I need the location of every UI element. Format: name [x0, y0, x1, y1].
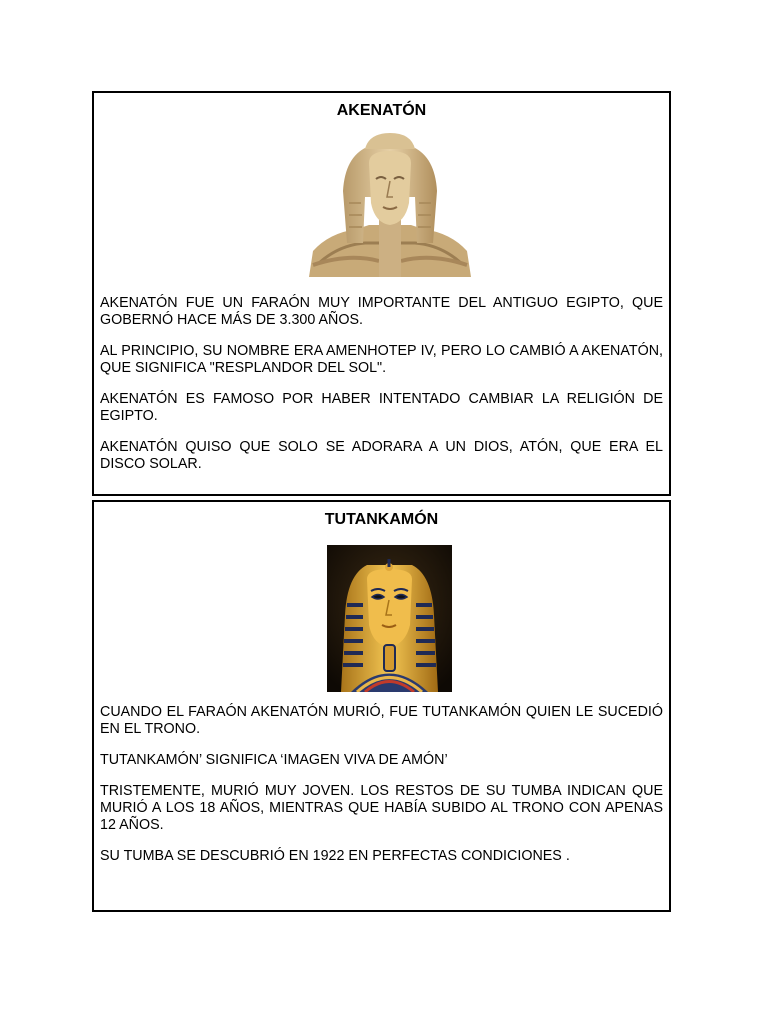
- paragraph: AKENATÓN QUISO QUE SOLO SE ADORARA A UN DIOS, ATÓN, QUE ERA EL DISCO SOLAR.: [100, 439, 663, 472]
- paragraph: CUANDO EL FARAÓN AKENATÓN MURIÓ, FUE TUTANKAMÓN QUIEN LE SUCEDIÓ EN EL TRONO.: [100, 704, 663, 737]
- paragraph: SU TUMBA SE DESCUBRIÓ EN 1922 EN PERFECTAS CONDICIONES .: [100, 848, 570, 864]
- card-text: [100, 704, 663, 879]
- akhenaten-statue-icon: [309, 133, 471, 277]
- tutankhamun-mask-icon: [327, 545, 452, 692]
- paragraph: TUTANKAMÓN’ SIGNIFICA ‘IMAGEN VIVA DE AMÓN’: [100, 752, 448, 768]
- paragraph: AKENATÓN ES FAMOSO POR HABER INTENTADO CAMBIAR LA RELIGIÓN DE EGIPTO.: [100, 391, 663, 424]
- card-akhenaten: [92, 91, 671, 496]
- paragraph: TRISTEMENTE, MURIÓ MUY JOVEN. LOS RESTOS DE SU TUMBA INDICAN QUE MURIÓ A LOS 18 AÑOS, MIENTRAS QUE HABÍA SUBIDO AL TRONO CON APENAS 12 AÑOS.: [100, 783, 663, 833]
- paragraph: AKENATÓN FUE UN FARAÓN MUY IMPORTANTE DEL ANTIGUO EGIPTO, QUE GOBERNÓ HACE MÁS DE 3.300 AÑOS.: [100, 295, 663, 328]
- card-tutankhamun: [92, 500, 671, 912]
- card-text: [100, 295, 663, 487]
- paragraph: AL PRINCIPIO, SU NOMBRE ERA AMENHOTEP IV, PERO LO CAMBIÓ A AKENATÓN, QUE SIGNIFICA "RESPLANDOR DEL SOL".: [100, 343, 663, 376]
- card-title: TUTANKAMÓN: [324, 511, 439, 528]
- card-title: AKENATÓN: [336, 102, 427, 119]
